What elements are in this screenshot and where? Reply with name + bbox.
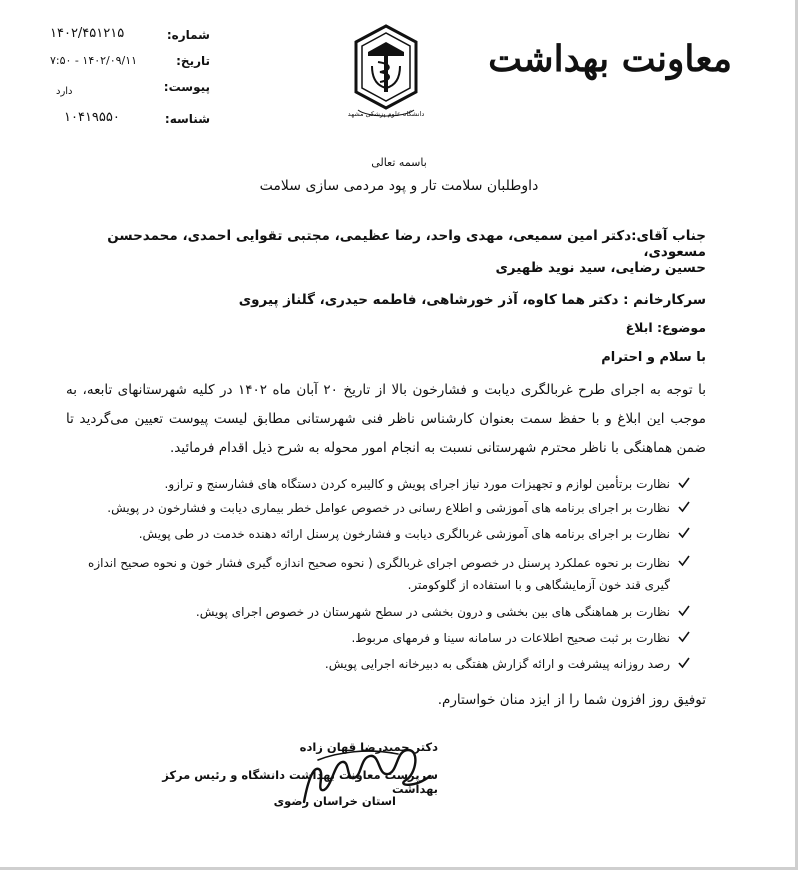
attachment-row xyxy=(50,80,210,106)
attachment-label: پیوست: xyxy=(163,80,210,94)
list-item-text: رصد روزانه پیشرفت و ارائه گزارش هفتگی به دبیرخانه اجرایی پویش. xyxy=(324,657,670,671)
signer-name: دکتر حمیدرضا قهان زاده xyxy=(299,740,438,754)
list-item xyxy=(70,524,690,552)
list-item xyxy=(70,474,690,498)
number-value: ۱۴۰۲/۴۵۱۲۱۵ xyxy=(50,26,125,41)
checkmark-icon xyxy=(678,555,690,567)
greeting: با سلام و احترام xyxy=(601,350,706,365)
number-row xyxy=(50,28,210,54)
checkmark-icon xyxy=(678,501,690,513)
checkmark-icon xyxy=(678,657,690,669)
list-item xyxy=(70,498,690,524)
checkmark-icon xyxy=(678,527,690,539)
letter-meta xyxy=(50,28,210,138)
list-item-text: نظارت بر نحوه عملکرد پرسنل در خصوص اجرای غربالگری ( نحوه صحیح اندازه گیری فشار خون و نحوه صحیح اندازه گیری قند خون آزمایشگاهی و با استفاده از گلوکومتر. xyxy=(88,556,670,592)
date-label: تاریخ: xyxy=(176,54,210,68)
number-label: شماره: xyxy=(166,28,210,42)
list-item xyxy=(70,602,690,628)
date-value: ۱۴۰۲/۰۹/۱۱ - ۷:۵۰ xyxy=(50,54,138,67)
signer-province: استان خراسان رضوی xyxy=(273,794,396,808)
addressee-line-2: حسین رضایی، سید نوید ظهیری xyxy=(495,260,706,276)
signer-title: سرپرست معاونت بهداشت دانشگاه و رئیس مرکز بهداشت xyxy=(162,768,438,796)
list-item xyxy=(70,628,690,654)
list-item xyxy=(70,552,690,602)
bismillah: باسمه تعالی xyxy=(371,156,427,169)
list-item-text: نظارت برتأمین لوازم و تجهیزات مورد نیاز اجرای پویش و کالیبره کردن دستگاه های فشارسنج و ترازو. xyxy=(164,477,670,491)
checkmark-icon xyxy=(678,631,690,643)
checkmark-icon xyxy=(678,477,690,489)
list-item-text: نظارت بر ثبت صحیح اطلاعات در سامانه سینا و فرمهای مربوط. xyxy=(351,631,670,645)
checkmark-icon xyxy=(678,605,690,617)
id-label: شناسه: xyxy=(164,112,210,126)
main-paragraph: با توجه به اجرای طرح غربالگری دیابت و فشارخون بالا از تاریخ ۲۰ آبان ماه ۱۴۰۲ در کلیه شهرستانهای تابعه، به موجب این ابلاغ و با حفظ سمت بعنوان کارشناس ناظر فنی شهرستانی مطابق لیست پیوست تعیین می‌گردید تا ضمن هماهنگی با ناظر محترم شهرستانی نسبت به انجام امور محوله به شرح ذیل اقدام فرمائید. xyxy=(66,382,707,456)
closing-line: توفیق روز افزون شما را از ایزد منان خواستارم. xyxy=(437,692,706,708)
addressee-line-1: جناب آقای:دکتر امین سمیعی، مهدی واحد، رضا عظیمی، مجتبی تقوایی احمدی، محمدحسن مسعودی، xyxy=(107,228,706,260)
list-item-text: نظارت بر اجرای برنامه های آموزشی غربالگری دیابت و فشارخون پرسنل ارائه دهنده خدمت در طی پویش. xyxy=(138,527,670,541)
emblem-caption: دانشگاه علوم پزشکی مشهد xyxy=(348,110,424,118)
handwritten-signature xyxy=(298,740,448,810)
list-item-text: نظارت بر هماهنگی های بین بخشی و درون بخشی در سطح شهرستان در خصوص اجرای پویش. xyxy=(195,605,670,619)
id-row xyxy=(50,112,210,138)
id-value: ۱۰۴۱۹۵۵۰ xyxy=(64,110,120,125)
university-emblem-icon xyxy=(348,22,424,118)
list-item-text: نظارت بر اجرای برنامه های آموزشی و اطلاع رسانی در خصوص عوامل خطر بیماری دیابت و فشارخون در پویش. xyxy=(107,501,670,515)
org-title: معاونت بهداشت xyxy=(488,38,732,80)
list-item xyxy=(70,654,690,680)
attachment-value: دارد xyxy=(56,86,73,97)
subject-line: موضوع: ابلاغ xyxy=(625,320,706,335)
letter-subtitle: داوطلبان سلامت تار و پود مردمی سازی سلامت xyxy=(259,178,539,194)
duties-list xyxy=(70,474,690,680)
addressee-line-3: سرکارخانم : دکتر هما کاوه، آذر خورشاهی، فاطمه حیدری، گلناز پیروی xyxy=(238,292,706,308)
date-row xyxy=(50,54,210,80)
